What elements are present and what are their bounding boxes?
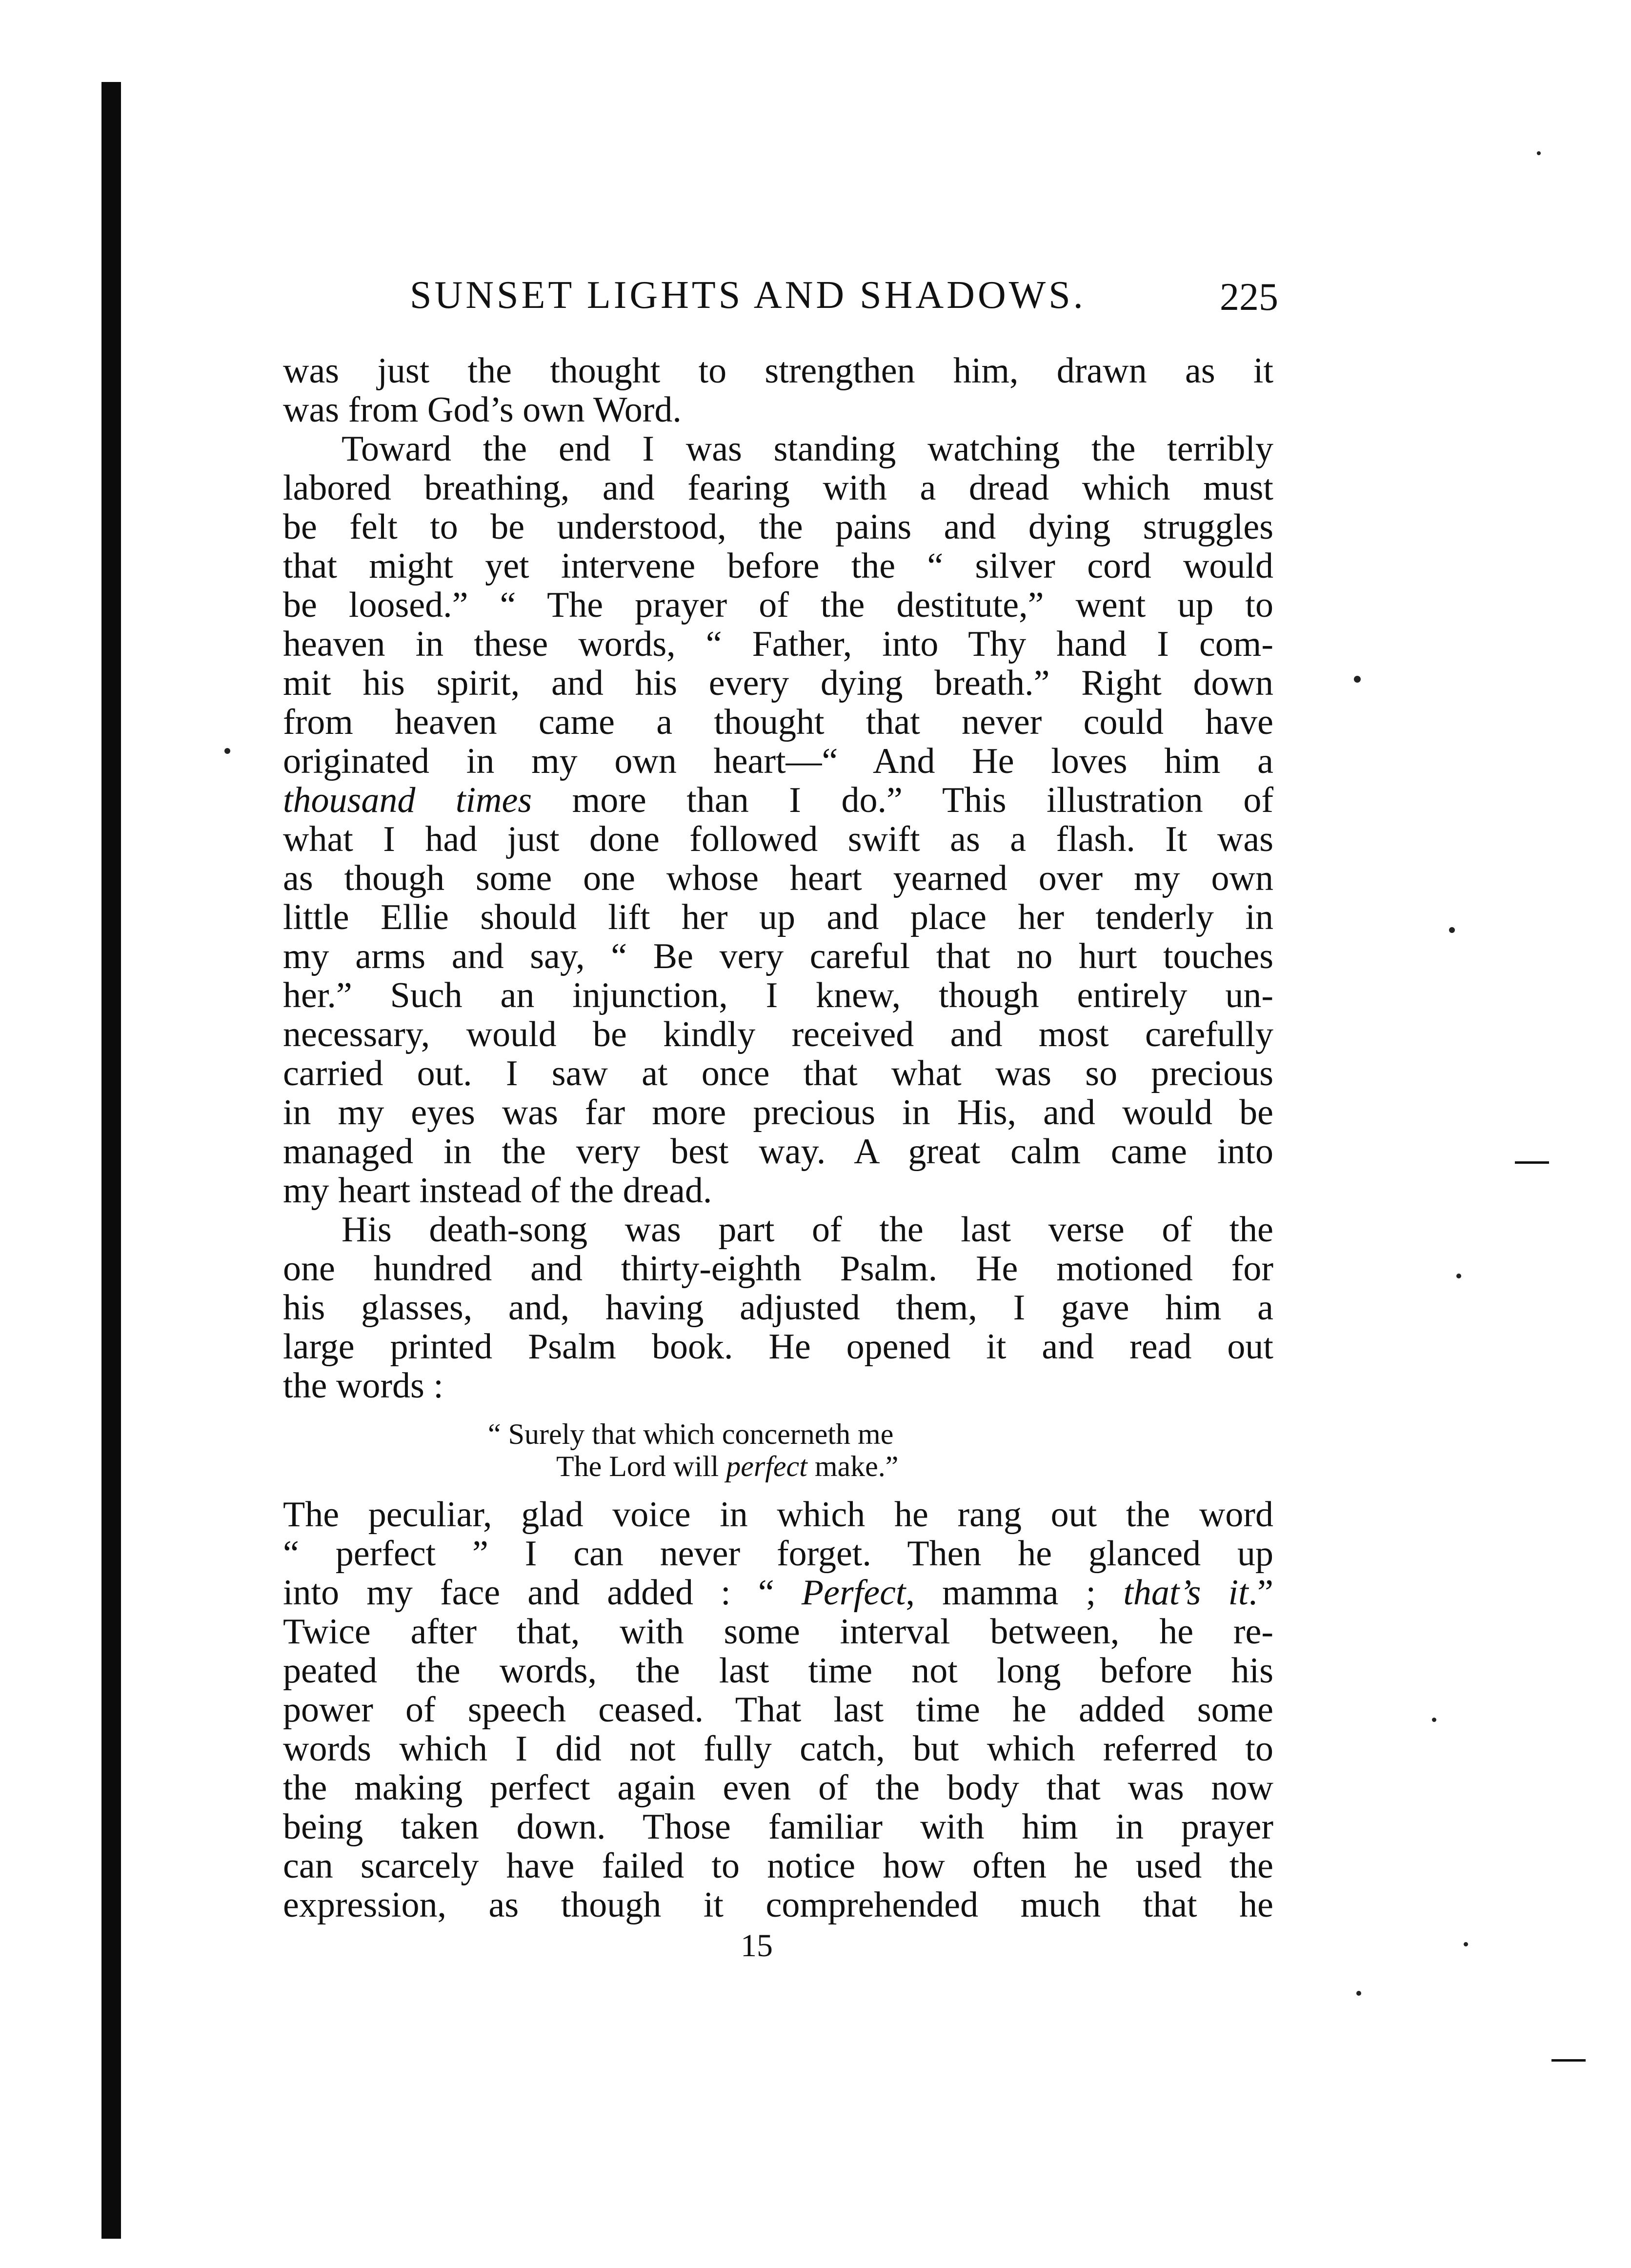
text-line: my heart instead of the dread.	[283, 1171, 712, 1211]
italic-emphasis: perfect	[726, 1450, 807, 1482]
text-line-with-italic: into my face and added : “ Perfect, mamma ; that’s it.”	[283, 1573, 1274, 1613]
text-line: Toward the end I was standing watching the terribly	[342, 429, 1273, 469]
text-line: the words :	[283, 1366, 443, 1406]
text-line: His death-song was part of the last verse of the	[342, 1210, 1273, 1250]
quotation-text: The Lord will	[556, 1450, 726, 1482]
text-line: power of speech ceased. That last time he added some	[283, 1690, 1273, 1730]
text-line: his glasses, and, having adjusted them, I gave him a	[283, 1288, 1273, 1328]
text-line: from heaven came a thought that never could have	[283, 702, 1273, 742]
text-line: being taken down. Those familiar with him in prayer	[283, 1807, 1273, 1847]
text-line: “ perfect ” I can never forget. Then he glanced up	[283, 1534, 1273, 1574]
scan-speck	[1456, 1274, 1461, 1278]
quotation-text: make.”	[807, 1450, 899, 1482]
text-line: labored breathing, and fearing with a dread which must	[283, 468, 1273, 508]
text-line: carried out. I saw at once that what was so precious	[283, 1053, 1273, 1094]
text-line: was just the thought to strengthen him, drawn as it	[283, 351, 1273, 391]
text-line: that might yet intervene before the “ silver cord would	[283, 546, 1273, 586]
text-line: Twice after that, with some interval between, he re-	[283, 1612, 1273, 1652]
scan-speck	[224, 748, 230, 754]
text-line: be loosed.” “ The prayer of the destitute,” went up to	[283, 585, 1273, 625]
text-line: my arms and say, “ Be very careful that no hurt touches	[283, 936, 1273, 976]
text-line: managed in the very best way. A great calm came into	[283, 1132, 1273, 1172]
text-line: large printed Psalm book. He opened it and read out	[283, 1327, 1273, 1367]
text-line: was from God’s own Word.	[283, 390, 682, 430]
text-line: the making perfect again even of the body that was now	[283, 1768, 1273, 1808]
body-text	[283, 351, 1273, 1924]
scan-speck	[1449, 927, 1455, 933]
scan-dash	[1515, 1161, 1549, 1164]
text-line: The peculiar, glad voice in which he rang out the word	[283, 1495, 1273, 1535]
text-line-with-italic: thousand times more than I do.” This illustration of	[283, 780, 1273, 820]
scan-speck	[1356, 1991, 1361, 1996]
text-line: mit his spirit, and his every dying breath.” Right down	[283, 663, 1273, 703]
scan-edge-shadow	[101, 82, 121, 2239]
scan-speck	[1432, 1718, 1436, 1722]
scan-speck	[1537, 151, 1541, 155]
text-line: can scarcely have failed to notice how often he used the	[283, 1846, 1273, 1886]
running-head	[293, 273, 1278, 332]
quotation-line: “ Surely that which concerneth me	[488, 1418, 894, 1450]
text-line: one hundred and thirty-eighth Psalm. He motioned for	[283, 1249, 1273, 1289]
signature-mark: 15	[741, 1928, 773, 1964]
text-line: heaven in these words, “ Father, into Thy hand I com-	[283, 624, 1273, 664]
text-line: expression, as though it comprehended much that he	[283, 1885, 1273, 1925]
text-line: in my eyes was far more precious in His, and would be	[283, 1093, 1273, 1133]
paragraph	[283, 1495, 1273, 1924]
paragraph	[283, 351, 1273, 429]
text-line: necessary, would be kindly received and most carefully	[283, 1014, 1273, 1054]
paragraph	[283, 1210, 1273, 1405]
text-line: peated the words, the last time not long before his	[283, 1651, 1273, 1691]
text-line: what I had just done followed swift as a flash. It was	[283, 819, 1273, 859]
psalm-quotation	[283, 1418, 1273, 1482]
text-line: as though some one whose heart yearned over my own	[283, 858, 1273, 898]
italic-emphasis: Perfect	[801, 1573, 906, 1613]
text-line: words which I did not fully catch, but which referred to	[283, 1729, 1273, 1769]
italic-emphasis: that’s it	[1123, 1573, 1248, 1613]
scan-dash	[1551, 2059, 1586, 2062]
page-number: 225	[1220, 276, 1278, 319]
text-line: little Ellie should lift her up and place her tenderly in	[283, 897, 1273, 937]
text-line: originated in my own heart—“ And He loves him a	[283, 741, 1273, 781]
scan-speck	[1464, 1942, 1468, 1946]
text-line: be felt to be understood, the pains and dying struggles	[283, 507, 1273, 547]
scan-speck	[1354, 676, 1361, 683]
quotation-line	[283, 1450, 1273, 1482]
italic-emphasis: thousand times	[283, 780, 532, 820]
text-line: her.” Such an injunction, I knew, though entirely un-	[283, 975, 1273, 1015]
paragraph	[283, 429, 1273, 1210]
running-title: SUNSET LIGHTS AND SHADOWS.	[410, 274, 1086, 317]
